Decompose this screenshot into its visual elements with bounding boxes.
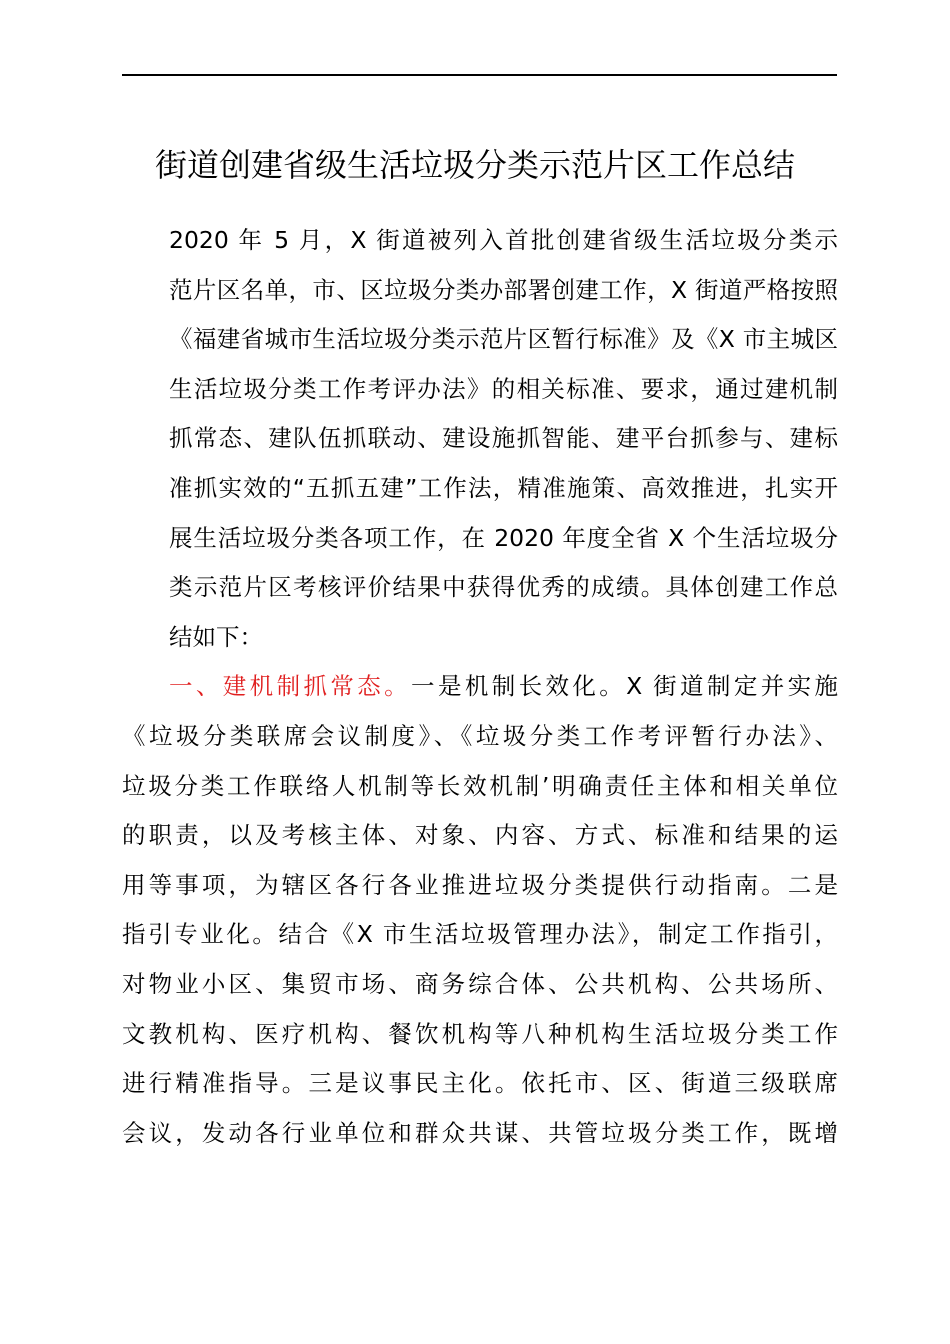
text-line: 结如下： bbox=[169, 622, 263, 651]
document-body bbox=[122, 216, 838, 1158]
text-line: 生活垃圾分类工作考评办法》的相关标准、要求，通过建机制 bbox=[169, 374, 838, 403]
header-rule bbox=[122, 74, 837, 76]
section-heading: 一、建机制抓常态。 bbox=[169, 672, 412, 701]
section-heading-rest: 一是机制长效化。X 街道制定并实施 bbox=[411, 672, 839, 701]
text-line: 用等事项，为辖区各行各业推进垃圾分类提供行动指南。二是 bbox=[122, 870, 838, 899]
text-line: 文教机构、医疗机构、餐饮机构等八种机构生活垃圾分类工作 bbox=[122, 1019, 838, 1048]
text-line: 《福建省城市生活垃圾分类示范片区暂行标准》及《X 市主城区 bbox=[169, 325, 838, 354]
text-line: 指引专业化。结合《X 市生活垃圾管理办法》，制定工作指引， bbox=[122, 920, 838, 949]
text-line: 垃圾分类工作联络人机制等长效机制’明确责任主体和相关单位 bbox=[122, 771, 838, 800]
text-line: 准抓实效的“五抓五建”工作法，精准施策、高效推进，扎实开 bbox=[169, 473, 838, 502]
text-line: 范片区名单，市、区垃圾分类办部署创建工作，X 街道严格按照 bbox=[169, 275, 838, 304]
text-line: 展生活垃圾分类各项工作，在 2020 年度全省 X 个生活垃圾分 bbox=[169, 523, 838, 552]
text-line: 会议，发动各行业单位和群众共谋、共管垃圾分类工作，既增 bbox=[122, 1118, 838, 1147]
text-line: 进行精准指导。三是议事民主化。依托市、区、街道三级联席 bbox=[122, 1069, 838, 1098]
text-line bbox=[122, 662, 838, 712]
text-line: 的职责，以及考核主体、对象、内容、方式、标准和结果的运 bbox=[122, 821, 838, 850]
text-line: 类示范片区考核评价结果中获得优秀的成绩。具体创建工作总 bbox=[169, 573, 838, 602]
text-line: 2020 年 5 月，X 街道被列入首批创建省级生活垃圾分类示 bbox=[169, 226, 838, 254]
text-line: 抓常态、建队伍抓联动、建设施抓智能、建平台抓参与、建标 bbox=[169, 424, 838, 453]
text-line: 对物业小区、集贸市场、商务综合体、公共机构、公共场所、 bbox=[122, 969, 838, 998]
text-line: 《垃圾分类联席会议制度》、《垃圾分类工作考评暂行办法》、 bbox=[122, 721, 838, 750]
intro-paragraph bbox=[122, 216, 838, 662]
section-one-paragraph bbox=[122, 662, 838, 1158]
document-title: 街道创建省级生活垃圾分类示范片区工作总结 bbox=[154, 146, 795, 184]
